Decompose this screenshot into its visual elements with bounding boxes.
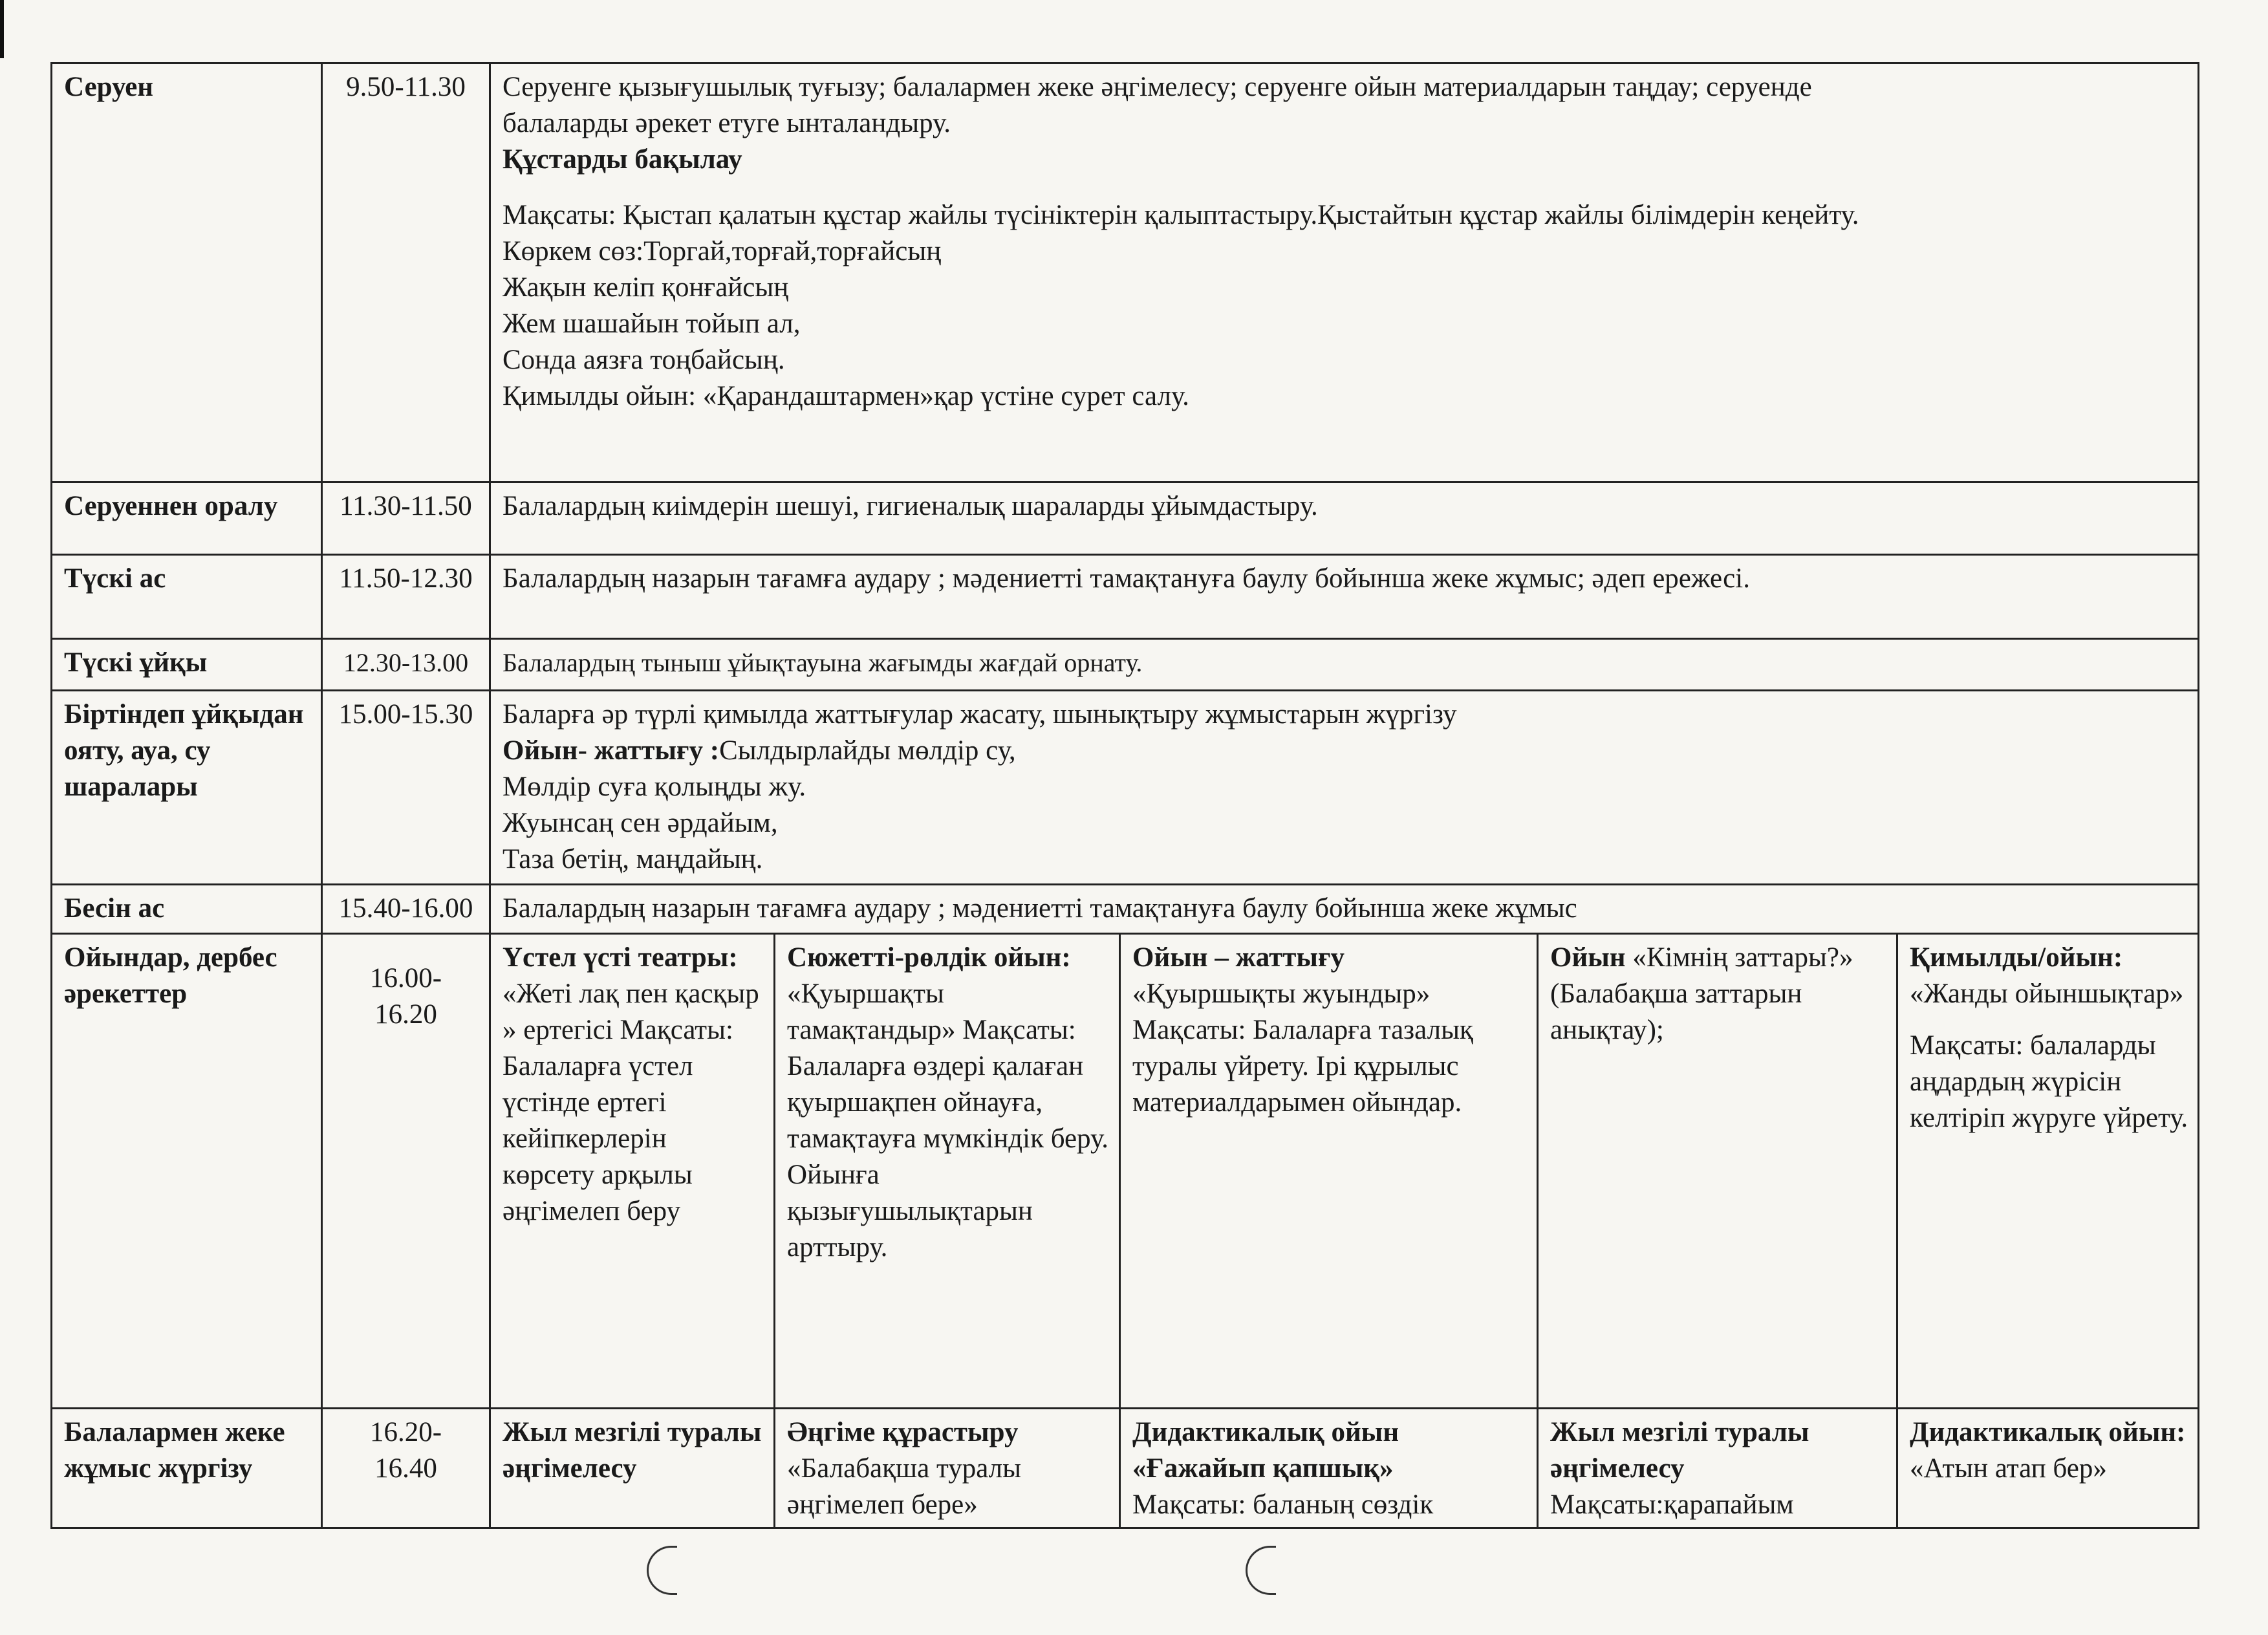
walk-poem-4: Сонда аязға тоңбайсың. — [502, 345, 785, 375]
individual-fri-text: «Атын атап бер» — [1910, 1453, 2107, 1484]
row-lunch-time: 11.50-12.30 — [322, 555, 490, 639]
walk-intro-1: Серуенге қызығушылық туғызу; балалармен жеке әңгімелесу; серуенге ойын материалдарын таңдау; серуенде — [502, 72, 1812, 102]
walk-goal: Мақсаты: Қыстап қалатын құстар жайлы түсініктерін қалыптастыру.Қыстайтын құстар жайлы білімдерін кеңейту. — [502, 200, 1859, 230]
walk-intro-2: балаларды әрекет етуге ынталандыру. — [502, 108, 951, 138]
row-return-time: 11.30-11.50 — [322, 482, 490, 555]
individual-wednesday — [1120, 1409, 1538, 1528]
walk-heading: Құстарды бақылау — [502, 144, 742, 175]
individual-friday — [1897, 1409, 2199, 1528]
wake-line-1: Баларға әр түрлі қимылда жаттығулар жасату, шынықтыру жұмыстарын жүргізу — [502, 699, 1457, 730]
row-games-time — [322, 934, 490, 1409]
games-friday — [1897, 934, 2199, 1409]
binder-hole-right — [1246, 1546, 1276, 1595]
wake-line-2: Сылдырлайды мөлдір су, — [719, 735, 1016, 766]
individual-thu-text: Мақсаты:қарапайым — [1550, 1489, 1794, 1520]
row-snack-title: Бесін ас — [52, 885, 322, 934]
row-snack — [52, 885, 2199, 934]
walk-poem-1: Көркем сөз:Торгай,торғай,торғайсың — [502, 236, 942, 266]
games-fri-text-2: Мақсаты: балаларды аңдардың жүрісін келтіріп жүруге үйрету. — [1910, 1030, 2188, 1133]
wake-line-4: Жуынсаң сен әрдайым, — [502, 808, 778, 838]
row-nap-time: 12.30-13.00 — [322, 639, 490, 691]
games-thu-text: «Кімнің заттары?» (Балабақша заттарын анықтау); — [1550, 942, 1853, 1045]
wake-line-5: Таза бетің, маңдайың. — [502, 844, 763, 874]
row-return — [52, 482, 2199, 555]
row-return-text: Балалардың киімдерін шешуі, гигиеналық шараларды ұйымдастыру. — [490, 482, 2199, 555]
scan-edge-mark — [0, 0, 4, 58]
games-wed-heading: Ойын – жаттығу — [1132, 942, 1345, 973]
games-fri-text-1: «Жанды ойыншықтар» — [1910, 979, 2184, 1009]
row-wake-time: 15.00-15.30 — [322, 691, 490, 885]
individual-thu-heading: Жыл мезгілі туралы әңгімелесу — [1550, 1417, 1809, 1484]
row-lunch-title: Түскі ас — [52, 555, 322, 639]
individual-wed-text: Мақсаты: баланың сөздік — [1132, 1489, 1434, 1520]
row-individual — [52, 1409, 2199, 1528]
individual-fri-heading: Дидактикалық ойын: — [1910, 1417, 2186, 1447]
row-individual-title: Балалармен жеке жұмыс жүргізу — [52, 1409, 322, 1528]
row-walk-time: 9.50-11.30 — [322, 63, 490, 482]
games-monday — [490, 934, 775, 1409]
schedule-table — [50, 62, 2199, 1529]
row-games-time-start: 16.00- — [369, 963, 442, 993]
row-games-time-end: 16.20 — [374, 999, 437, 1030]
row-return-title: Серуеннен оралу — [52, 482, 322, 555]
individual-thursday — [1538, 1409, 1897, 1528]
row-wake-title: Біртіндеп ұйқыдан ояту, ауа, су шаралары — [52, 691, 322, 885]
games-mon-heading: Үстел үсті театры: — [502, 942, 738, 973]
row-wake-content — [490, 691, 2199, 885]
games-wed-text: «Қуыршықты жуындыр» Мақсаты: Балаларға тазалық туралы үйрету. Ірі құрылыс материалдарымен ойындар. — [1132, 979, 1473, 1118]
wake-line-3: Мөлдір суға қолыңды жу. — [502, 772, 806, 802]
games-thu-heading: Ойын — [1550, 942, 1626, 973]
row-snack-time: 15.40-16.00 — [322, 885, 490, 934]
individual-tuesday — [775, 1409, 1120, 1528]
wake-label: Ойын- жаттығу : — [502, 735, 720, 766]
games-thursday — [1538, 934, 1897, 1409]
row-lunch — [52, 555, 2199, 639]
walk-poem-3: Жем шашайын тойып ал, — [502, 309, 801, 339]
games-wednesday — [1120, 934, 1538, 1409]
row-individual-time — [322, 1409, 490, 1528]
row-nap-title: Түскі ұйқы — [52, 639, 322, 691]
individual-mon-heading: Жыл мезгілі туралы әңгімелесу — [502, 1417, 762, 1484]
row-nap — [52, 639, 2199, 691]
individual-tue-text: «Балабақша туралы әңгімелеп бере» — [787, 1453, 1022, 1520]
row-games-title: Ойындар, дербес әрекеттер — [52, 934, 322, 1409]
row-walk-title: Серуен — [52, 63, 322, 482]
binder-hole-left — [647, 1546, 677, 1595]
row-nap-text: Балалардың тыныш ұйықтауына жағымды жағдай орнату. — [490, 639, 2199, 691]
row-snack-text: Балалардың назарын тағамға аудару ; мәдениетті тамақтануға баулу бойынша жеке жұмыс — [490, 885, 2199, 934]
games-fri-heading: Қимылды/ойын: — [1910, 942, 2123, 973]
individual-wed-heading: Дидактикалық ойын «Ғажайып қапшық» — [1132, 1417, 1399, 1484]
games-tue-heading: Сюжетті-рөлдік ойын: — [787, 942, 1071, 973]
row-games — [52, 934, 2199, 1409]
row-walk-content — [490, 63, 2199, 482]
row-walk — [52, 63, 2199, 482]
games-mon-text: «Жеті лақ пен қасқыр » ертегісі Мақсаты: Балаларға үстел үстінде ертегі кейіпкерлерін көрсету арқылы әңгімелеп беру — [502, 979, 759, 1226]
walk-game: Қимылды ойын: «Қарандаштармен»қар үстіне сурет салу. — [502, 381, 1189, 411]
walk-poem-2: Жақын келіп қонғайсың — [502, 272, 789, 303]
games-tuesday — [775, 934, 1120, 1409]
individual-tue-heading: Әңгіме құрастыру — [787, 1417, 1019, 1447]
row-individual-time-end: 16.40 — [374, 1453, 437, 1484]
row-lunch-text: Балалардың назарын тағамға аудару ; мәдениетті тамақтануға баулу бойынша жеке жұмыс; әдеп ережесі. — [490, 555, 2199, 639]
row-individual-time-start: 16.20- — [369, 1417, 442, 1447]
individual-monday — [490, 1409, 775, 1528]
row-wake — [52, 691, 2199, 885]
games-tue-text: «Қуыршақты тамақтандыр» Мақсаты: Балаларға өздері қалаған қуыршақпен ойнауға, тамақтауға мүмкіндік беру. Ойынға қызығушылықтарын арттыру. — [787, 979, 1108, 1262]
